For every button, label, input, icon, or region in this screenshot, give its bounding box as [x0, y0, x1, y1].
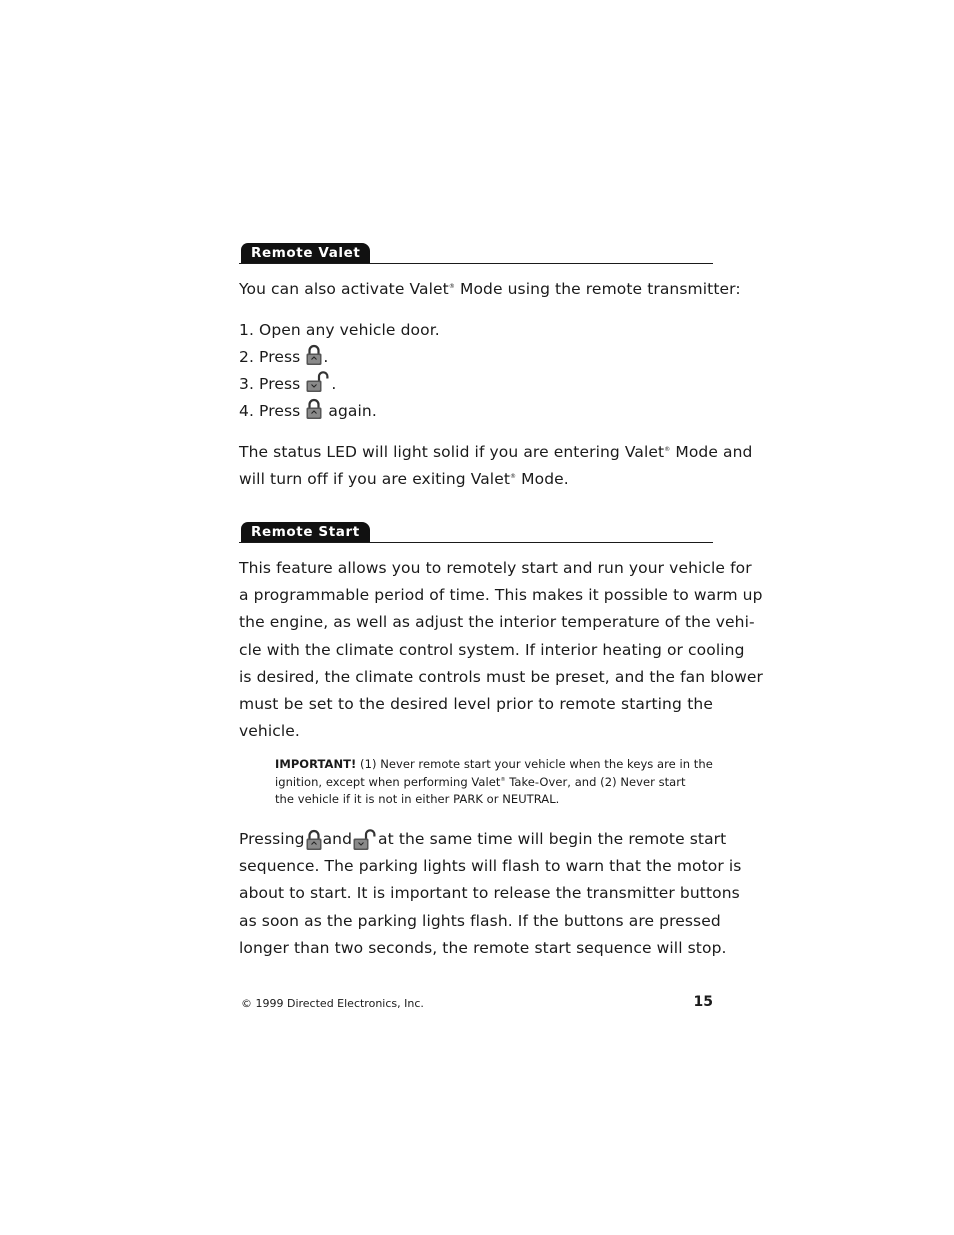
valet-status-line-2: will turn off if you are exiting Valet® Mode.: [239, 470, 569, 489]
valet-step-4: 4. Press again.: [239, 398, 713, 425]
important-line-3: the vehicle if it is not in either PARK or NEUTRAL.: [275, 792, 560, 806]
paragraph-line: about to start. It is important to release the transmitter buttons: [239, 884, 740, 903]
lock-icon: [305, 829, 323, 851]
valet-step-1: 1. Open any vehicle door.: [239, 321, 440, 339]
remote-start-heading: Remote Start: [241, 522, 370, 542]
paragraph-line: the engine, as well as adjust the interior temperature of the vehi-: [239, 613, 755, 632]
page-number: 15: [693, 994, 713, 1010]
valet-step-2: 2. Press .: [239, 344, 713, 371]
pressing-line: Pressing and at the same time will begin the remote start: [239, 826, 713, 853]
unlock-icon: [352, 829, 378, 851]
paragraph-line: This feature allows you to remotely start and run your vehicle for: [239, 559, 752, 577]
important-line-1: IMPORTANT! (1) Never remote start your vehicle when the keys are in the: [275, 757, 713, 771]
valet-status-line-1: The status LED will light solid if you are entering Valet® Mode and: [239, 443, 753, 461]
valet-step-3: 3. Press .: [239, 371, 713, 398]
remote-start-paragraph: [239, 555, 764, 745]
lock-icon: [305, 398, 323, 420]
lock-icon: [305, 344, 323, 366]
remote-start-header: [239, 520, 713, 543]
valet-intro: You can also activate Valet® Mode using the remote transmitter:: [239, 280, 741, 298]
valet-status-paragraph: [239, 439, 753, 493]
unlock-icon: [305, 371, 331, 393]
paragraph-line: sequence. The parking lights will flash to warn that the motor is: [239, 857, 742, 876]
paragraph-line: must be set to the desired level prior to remote starting the: [239, 694, 713, 713]
paragraph-line: vehicle.: [239, 722, 300, 741]
paragraph-line: a programmable period of time. This makes it possible to warm up: [239, 586, 763, 605]
important-note: [275, 756, 713, 809]
paragraph-line: is desired, the climate controls must be preset, and the fan blower: [239, 667, 764, 686]
copyright-footer: © 1999 Directed Electronics, Inc.: [241, 997, 424, 1010]
paragraph-line: as soon as the parking lights flash. If the buttons are pressed: [239, 911, 721, 930]
important-line-2: ignition, except when performing Valet® Take-Over, and (2) Never start: [275, 774, 686, 789]
important-label: IMPORTANT!: [275, 757, 357, 771]
paragraph-line: longer than two seconds, the remote start sequence will stop.: [239, 938, 727, 957]
remote-valet-header: [239, 241, 713, 264]
remote-valet-heading: Remote Valet: [241, 243, 370, 263]
pressing-paragraph: [239, 826, 742, 962]
paragraph-line: cle with the climate control system. If interior heating or cooling: [239, 640, 745, 659]
